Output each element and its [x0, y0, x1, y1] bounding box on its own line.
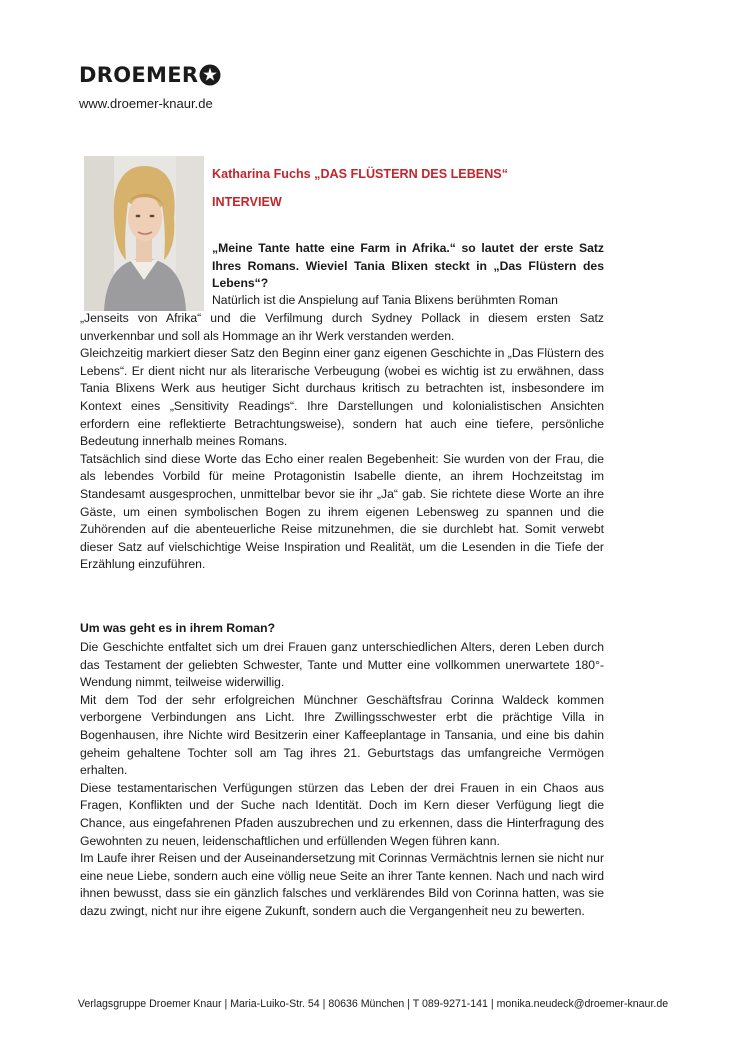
answer-1-paragraph-1: „Jenseits von Afrika“ und die Verfilmung durch Sydney Pollack in diesem ersten Satz unverkennbar und soll als Hommage an ihr Werk verstanden werden. [80, 311, 604, 343]
author-portrait [84, 156, 204, 311]
answer-1 [80, 310, 604, 574]
answer-2 [80, 639, 604, 921]
answer-1-paragraph-3: Tatsächlich sind diese Worte das Echo einer realen Begebenheit: Sie wurden von der Frau, die als lebendes Vorbild für meine Protagonistin Isabelle diente, an ihrem Hochzeitstag im Standesamt ausgesprochen, unmittelbar bevor sie ihr „Ja“ gab. Sie richtete diese Worte an ihre Gäste, um einen symbolischen Bogen zu ihrem eigenen Lebensweg zu spannen und die Zuhörenden auf die abenteuerliche Reise mitzunehmen, die sie durchlebt hat. Somit verwebt dieser Satz auf vielschichtige Weise Inspiration und Realität, um die Lesenden in die Tiefe der Erzählung einzuführen. [80, 451, 604, 572]
answer-1-first-line: Natürlich ist die Anspielung auf Tania Blixens berühmten Roman [212, 293, 558, 307]
star-circle-icon [199, 64, 221, 86]
answer-1-paragraph-2: Gleichzeitig markiert dieser Satz den Beginn einer ganz eigenen Geschichte in „Das Flüstern des Lebens“. Er dient nicht nur als literarische Verbeugung (wobei es wichtig ist zu erwähnen, dass Tania Blixens Werk aus heutiger Sicht durchaus kritisch zu betrachten ist, insbesondere im Kontext eines „Sensitivity Readings“. Ihre Darstellungen und kolonialistischen Ansichten erfordern eine reflektierte Betrachtungsweise), sondern hat auch eine tiefere, persönliche Bedeutung innerhalb meines Romans. [80, 346, 604, 449]
brand-name: DROEMER [79, 63, 199, 87]
question-1: „Meine Tante hatte eine Farm in Afrika.“ so lautet der erste Satz Ihres Romans. Wieviel Tania Blixen steckt in „Das Flüstern des Lebens“? [212, 241, 604, 291]
answer-2-paragraph-1: Die Geschichte entfaltet sich um drei Frauen ganz unterschiedlichen Alters, deren Leben durch das Testament der geliebten Schwester, Tante und Mutter eine vollkommen unerwartete 180°-Wendung nimmt, teilweise widerwillig. [80, 640, 604, 690]
footer-contact: Verlagsgruppe Droemer Knaur | Maria-Luiko-Str. 54 | 80636 München | T 089-9271-141 | monika.neudeck@droemer-knaur.de [77, 998, 669, 1010]
interview-label: INTERVIEW [212, 195, 282, 209]
answer-2-paragraph-2: Mit dem Tod der sehr erfolgreichen Münchner Geschäftsfrau Corinna Waldeck kommen verborgene Verbindungen ans Licht. Ihre Zwillingsschwester erbt die prächtige Villa in Bogenhausen, ihre Nichte wird Besitzerin einer Kaffeeplantage in Tansania, und eine bis dahin geheim gehaltene Tochter soll am Tag ihres 21. Geburtstags das umfangreiche Vermögen erhalten. [80, 692, 604, 778]
question-2: Um was geht es in ihrem Roman? [80, 621, 276, 635]
website-url: www.droemer-knaur.de [79, 96, 213, 111]
answer-2-paragraph-4: Im Laufe ihrer Reisen und der Auseinandersetzung mit Corinnas Vermächtnis lernen sie nicht nur eine neue Liebe, sondern auch eine völlig neue Seite an ihrer Tante kennen. Nach und nach wird ihnen bewusst, dass sie ein gänzlich falsches und verklärendes Bild von Corinna hatten, was sie dazu zwingt, nicht nur ihre eigene Zukunft, sondern auch die Vergangenheit neu zu bewerten. [80, 851, 604, 918]
droemer-logo [79, 63, 221, 87]
answer-2-paragraph-3: Diese testamentarischen Verfügungen stürzen das Leben der drei Frauen in ein Chaos aus Fragen, Konflikten und der Suche nach Identität. Doch im Kern dieser Verfügung liegt die Chance, aus eingefahrenen Pfaden auszubrechen und zu erkennen, dass die Hinterfragung des Gewohnten zu neuen, leidenschaftlichen und erfüllenden Wegen führen kann. [80, 780, 604, 848]
interview-title: Katharina Fuchs „DAS FLÜSTERN DES LEBENS“ [212, 167, 508, 181]
